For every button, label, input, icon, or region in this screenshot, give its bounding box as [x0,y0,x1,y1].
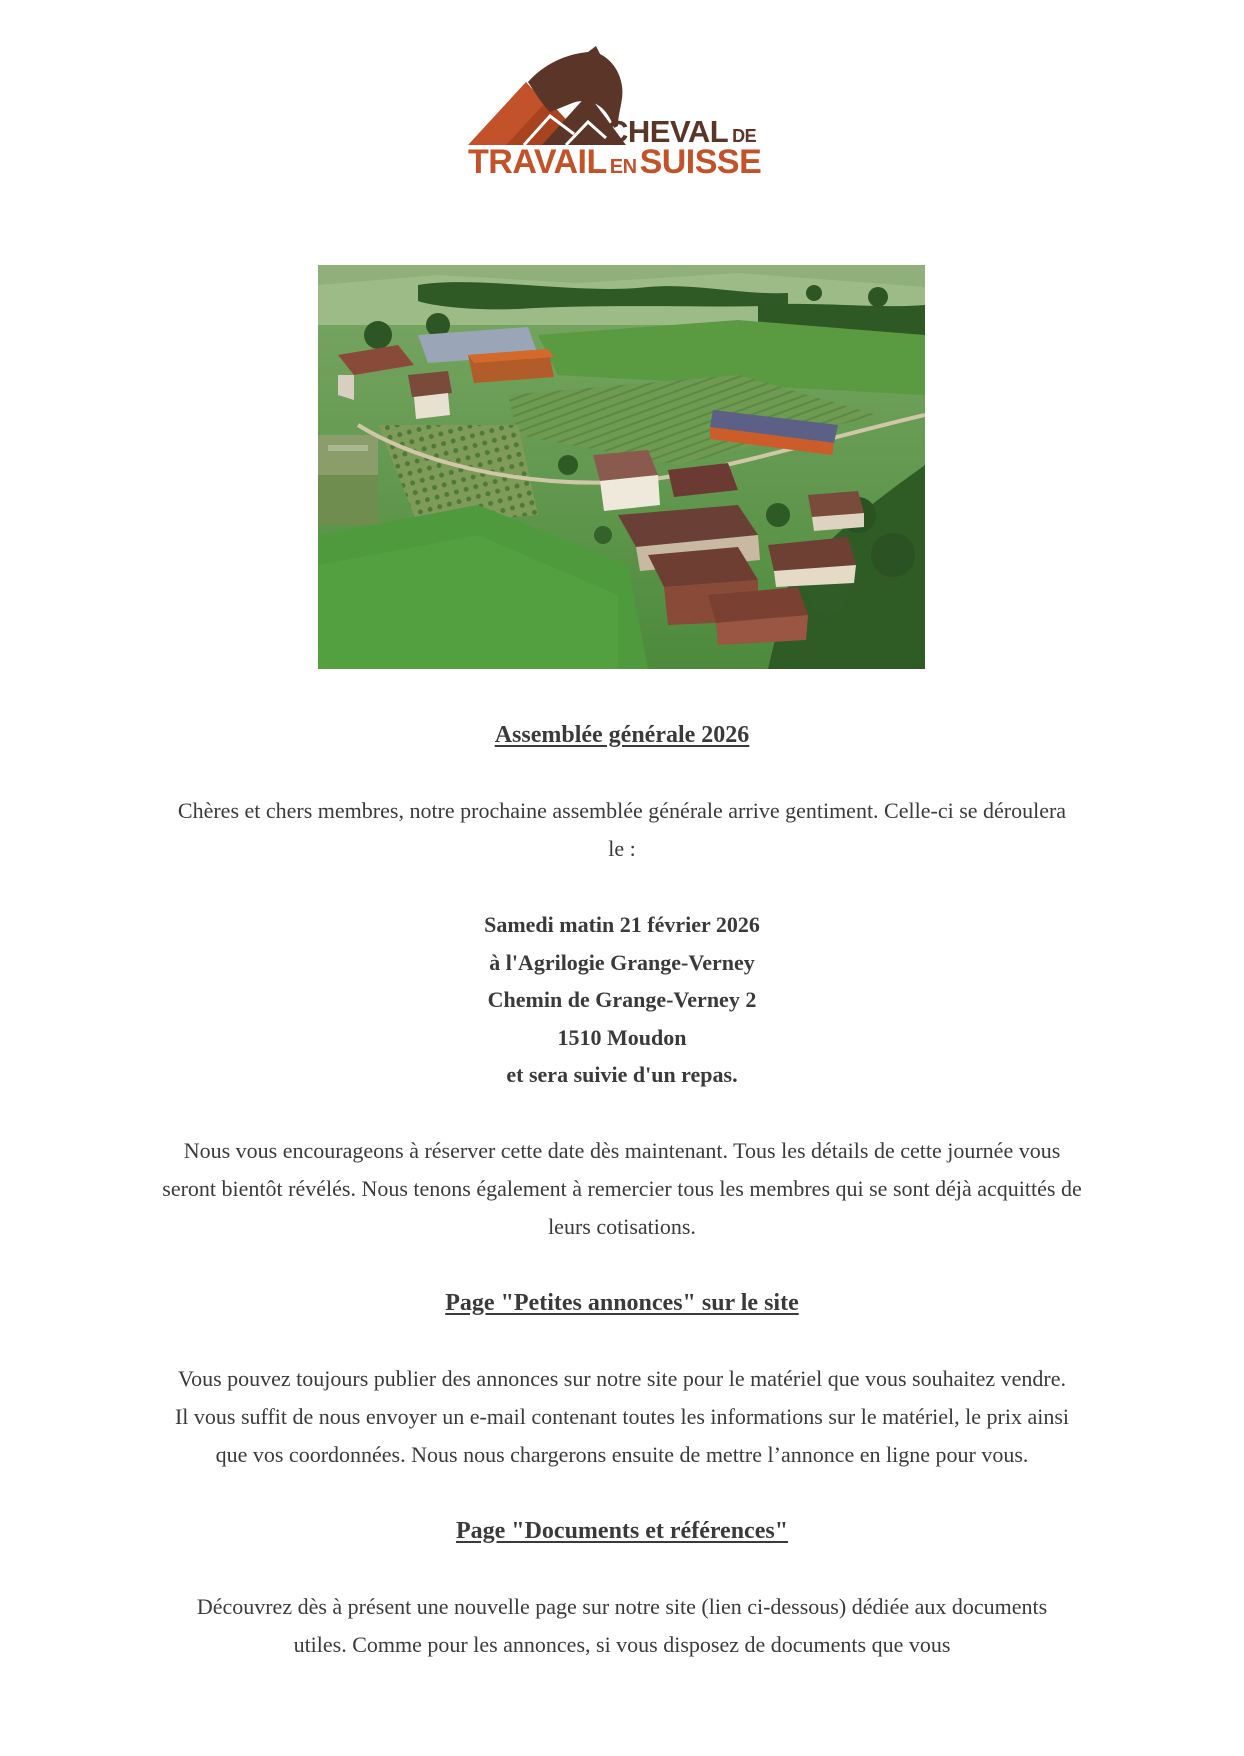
newsletter-body [160,716,1084,1664]
aerial-farm-photo-image [318,265,925,669]
event-meal-note: et sera suivie d'un repas. [506,1062,738,1087]
section-heading-documents: Page "Documents et références" [455,1517,789,1544]
event-city: 1510 Moudon [557,1024,687,1050]
logo-text-de: DE [732,126,757,146]
section-heading-assemblee: Assemblée générale 2026 [494,722,750,748]
logo-text-line2 [468,143,761,182]
assemblee-closing-text: Nous vous encourageons à réserver cette date dès maintenant. Tous les détails de cette journée vous seront bientôt révélés. Nous tenons également à remercier tous les membres qui se sont déjà acquittés de leurs cotisations. [162,1137,1082,1239]
aerial-farm-photo [318,265,925,669]
event-date: Samedi matin 21 février 2026 [484,912,760,937]
logo-text-travail: TRAVAIL [468,143,607,181]
logo-text-en: EN [609,156,637,178]
logo [466,42,784,192]
petites-annonces-text: Vous pouvez toujours publier des annonces sur notre site pour le matériel que vous souhaitez vendre. Il vous suffit de nous envoyer un e-mail contenant toutes les informations sur le matériel, le prix ainsi que vos coordonnées. Nous nous chargerons ensuite de mettre l’annonce en ligne pour vous. [174,1365,1070,1467]
logo-text-cheval: CHEVAL [606,114,729,149]
assemblee-intro-text: Chères et chers membres, notre prochaine assemblée générale arrive gentiment. Celle-ci se déroulera le : [177,798,1067,861]
logo-text-suisse: SUISSE [639,143,762,181]
event-venue: à l'Agrilogie Grange-Verney [489,949,755,975]
documents-text: Découvrez dès à présent une nouvelle page sur notre site (lien ci-dessous) dédiée aux documents utiles. Comme pour les annonces, si vous disposez de documents que vous [196,1593,1048,1657]
section-heading-petites-annonces: Page "Petites annonces" sur le site [445,1289,799,1316]
event-details [160,906,1084,1094]
event-street: Chemin de Grange-Verney 2 [487,987,757,1012]
